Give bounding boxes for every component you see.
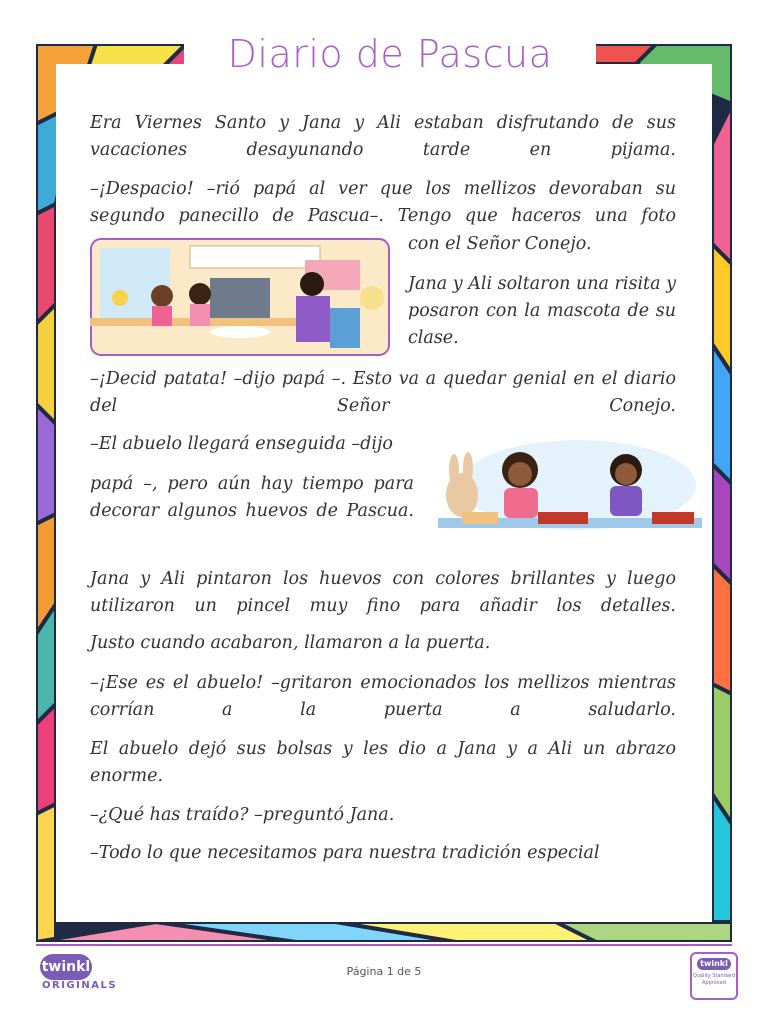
paragraph-8: –¡Ese es el abuelo! –gritaron emocionados los mellizos mientras corrían a la puerta a saludarlo. [90,673,676,720]
title-box [184,28,596,80]
paragraph-3: Jana y Ali soltaron una risita y posaron con la mascota de su clase. [408,274,676,348]
painting-eggs-illustration [438,440,702,540]
paragraph-10: –¿Qué has traído? –preguntó Jana. [90,805,395,825]
paragraph-2-continued: con el Señor Conejo. [408,234,592,254]
quality-badge [690,952,738,1000]
paragraph-1: Era Viernes Santo y Jana y Ali estaban disfrutando de sus vacaciones desayunando tarde en pijama. [90,113,676,160]
logo-subtext: ORIGINALS [42,980,118,991]
paragraph-2: –¡Despacio! –rió papá al ver que los mellizos devoraban su segundo panecillo de Pascua–. Tengo que haceros una foto [90,179,676,226]
paragraph-5-continued: papá –, pero aún hay tiempo para decorar algunos huevos de Pascua. [90,474,414,521]
paragraph-7: Justo cuando acabaron, llamaron a la puerta. [90,633,491,653]
logo-text: twinkl [40,954,92,980]
paragraph-6: Jana y Ali pintaron los huevos con colores brillantes y luego utilizaron un pincel muy fino para añadir los detalles. [90,569,676,616]
badge-logo-text: twinkl [697,958,731,970]
page-title: Diario de Pascua [227,32,553,76]
paragraph-9: El abuelo dejó sus bolsas y les dio a Jana y a Ali un abrazo enorme. [90,739,676,786]
badge-subtext: Quality Standard Approved [692,973,736,986]
paragraph-5: –El abuelo llegará enseguida –dijo [90,434,393,454]
paragraph-4: –¡Decid patata! –dijo papá –. Esto va a quedar genial en el diario del Señor Conejo. [90,369,676,416]
kitchen-illustration [90,238,390,356]
page-number: Página 1 de 5 [346,965,422,978]
paragraph-11: –Todo lo que necesitamos para nuestra tradición especial [90,843,600,863]
footer-rule [36,944,732,946]
